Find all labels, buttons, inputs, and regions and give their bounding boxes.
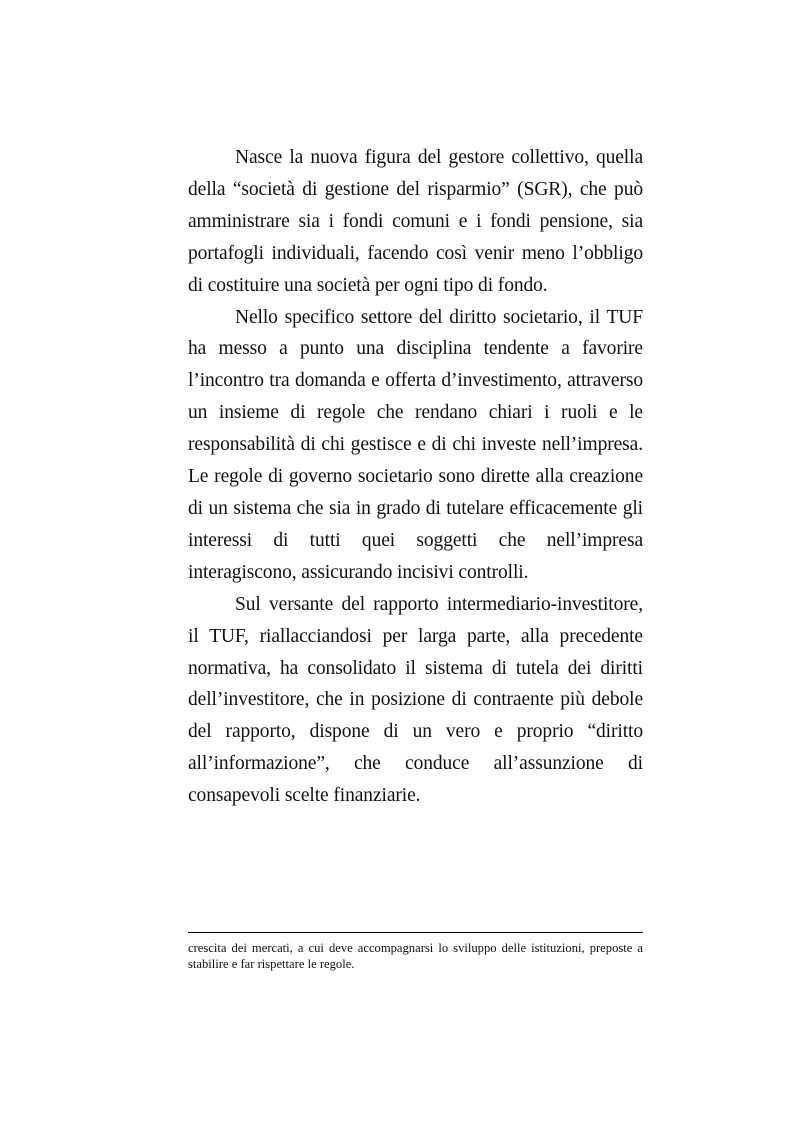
paragraph-sgr: Nasce la nuova figura del gestore collettivo, quella della “società di gestione del risparmio” (SGR), che può amministrare sia i fondi comuni e i fondi pensione, sia portafogli individuali, facendo così venir meno l’obbligo di costituire una società per ogni tipo di fondo. <box>188 147 643 296</box>
footnote-separator <box>188 932 643 933</box>
body-text <box>188 142 643 812</box>
footnote-text: crescita dei mercati, a cui deve accompagnarsi lo sviluppo delle istituzioni, preposte a stabilire e far rispettare le regole. <box>188 941 643 971</box>
paragraph-intermediario-investitore: Sul versante del rapporto intermediario-investitore, il TUF, riallacciandosi per larga parte, alla precedente normativa, ha consolidato il sistema di tutela dei diritti dell’investitore, che in posizione di contraente più debole del rapporto, dispone di un vero e proprio “diritto all’informazione”, che conduce all’assunzione di consapevoli scelte finanziarie. <box>188 593 643 807</box>
paragraph-diritto-societario: Nello specifico settore del diritto societario, il TUF ha messo a punto una disciplina tendente a favorire l’incontro tra domanda e offerta d’investimento, attraverso un insieme di regole che rendano chiari i ruoli e le responsabilità di chi gestisce e di chi investe nell’impresa. Le regole di governo societario sono dirette alla creazione di un sistema che sia in grado di tutelare efficacemente gli interessi di tutti quei soggetti che nell’impresa interagiscono, assicurando incisivi controlli. <box>188 306 643 583</box>
